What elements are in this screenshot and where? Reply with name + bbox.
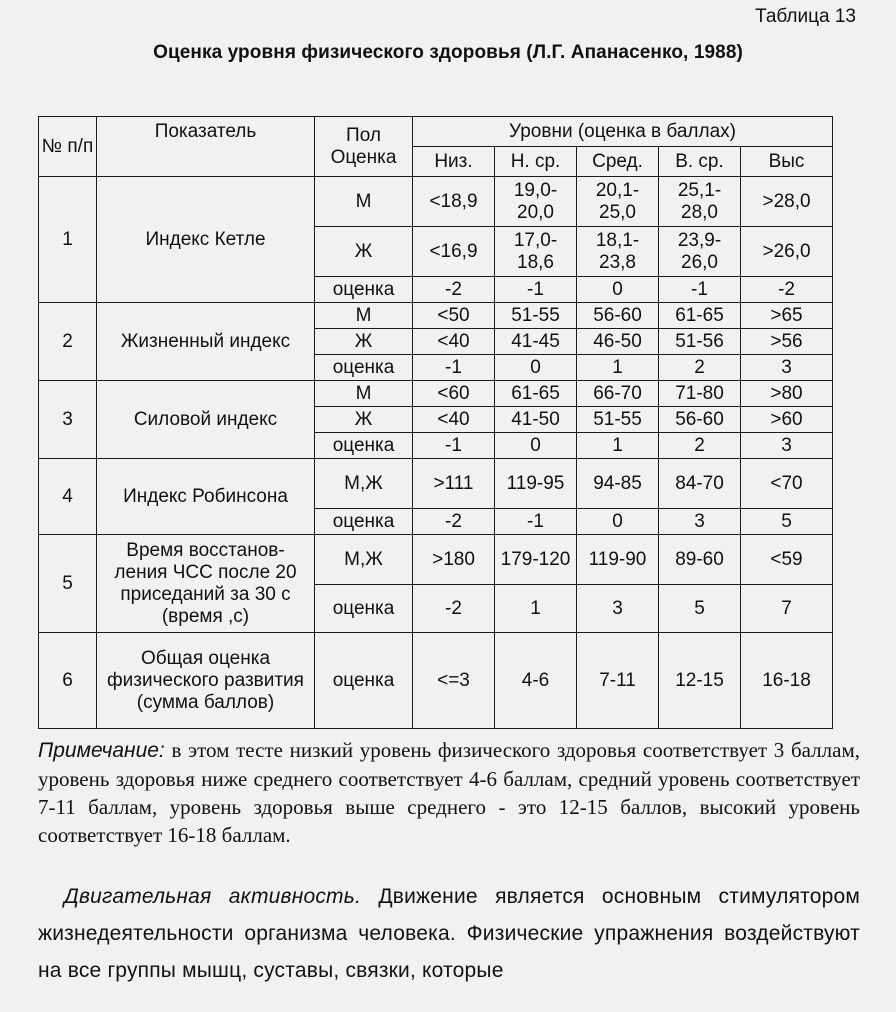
value-cell: 25,1-28,0 — [659, 177, 741, 227]
sex-cell: оценка — [315, 585, 413, 633]
value-cell: <40 — [413, 329, 495, 355]
table-label: Таблица 13 — [755, 6, 856, 27]
value-cell: 5 — [741, 509, 833, 535]
note-text: в этом тесте низкий уровень физического здоровья соответствует 3 баллам, уровень здоровья ниже среднего соответствует 4-6 баллам, средний уровень соответствует 7-11 баллам, уровень здоровья выше среднего - это 12-15 баллов, высокий уровень соответствует 16-18 баллам. — [38, 738, 861, 847]
table-row — [39, 303, 833, 329]
value-cell: 89-60 — [659, 535, 741, 585]
indicator-name: Время восстанов-ления ЧСС после 20 приседаний за 30 с (время ,с) — [97, 535, 315, 633]
row-number: 4 — [39, 459, 97, 535]
value-cell: 7-11 — [577, 633, 659, 729]
value-cell: >60 — [741, 407, 833, 433]
value-cell: 5 — [659, 585, 741, 633]
value-cell: >111 — [413, 459, 495, 509]
row-number: 6 — [39, 633, 97, 729]
indicator-name: Общая оценка физического развития (сумма баллов) — [97, 633, 315, 729]
sex-cell: М,Ж — [315, 535, 413, 585]
note-label: Примечание: — [38, 739, 165, 762]
value-cell: >28,0 — [741, 177, 833, 227]
value-cell: 3 — [659, 509, 741, 535]
value-cell: -1 — [659, 277, 741, 303]
sex-cell: Ж — [315, 407, 413, 433]
value-cell: <50 — [413, 303, 495, 329]
health-assessment-table — [38, 116, 833, 729]
value-cell: 12-15 — [659, 633, 741, 729]
sex-cell: М — [315, 303, 413, 329]
value-cell: 7 — [741, 585, 833, 633]
paragraph-label: Двигательная активность. — [64, 885, 362, 908]
level-average: Сред. — [577, 147, 659, 177]
table-row — [39, 381, 833, 407]
value-cell: 23,9-26,0 — [659, 227, 741, 277]
sex-cell: оценка — [315, 355, 413, 381]
indicator-name: Жизненный индекс — [97, 303, 315, 381]
value-cell: -1 — [495, 277, 577, 303]
value-cell: -2 — [413, 585, 495, 633]
value-cell: <16,9 — [413, 227, 495, 277]
sex-cell: Ж — [315, 329, 413, 355]
body-paragraph — [38, 878, 860, 989]
value-cell: 61-65 — [659, 303, 741, 329]
value-cell: 51-55 — [577, 407, 659, 433]
value-cell: 1 — [577, 433, 659, 459]
value-cell: -2 — [413, 509, 495, 535]
value-cell: 41-45 — [495, 329, 577, 355]
sex-cell: Ж — [315, 227, 413, 277]
value-cell: 2 — [659, 355, 741, 381]
note — [38, 736, 860, 849]
value-cell: <70 — [741, 459, 833, 509]
value-cell: 66-70 — [577, 381, 659, 407]
indicator-name: Индекс Робинсона — [97, 459, 315, 535]
value-cell: 20,1-25,0 — [577, 177, 659, 227]
value-cell: -2 — [741, 277, 833, 303]
value-cell: -1 — [413, 433, 495, 459]
value-cell: 46-50 — [577, 329, 659, 355]
indicator-name: Силовой индекс — [97, 381, 315, 459]
value-cell: -1 — [413, 355, 495, 381]
value-cell: 18,1-23,8 — [577, 227, 659, 277]
value-cell: 19,0-20,0 — [495, 177, 577, 227]
sex-cell: оценка — [315, 433, 413, 459]
value-cell: 4-6 — [495, 633, 577, 729]
value-cell: <60 — [413, 381, 495, 407]
value-cell: >26,0 — [741, 227, 833, 277]
value-cell: 94-85 — [577, 459, 659, 509]
table-row — [39, 535, 833, 585]
value-cell: 0 — [577, 277, 659, 303]
table-row — [39, 177, 833, 227]
value-cell: <40 — [413, 407, 495, 433]
value-cell: 56-60 — [659, 407, 741, 433]
indicator-name: Индекс Кетле — [97, 177, 315, 303]
level-high: Выс — [741, 147, 833, 177]
table-row — [39, 459, 833, 509]
table-body — [39, 177, 833, 729]
value-cell: >56 — [741, 329, 833, 355]
value-cell: -2 — [413, 277, 495, 303]
level-below-average: Н. ср. — [495, 147, 577, 177]
value-cell: 51-55 — [495, 303, 577, 329]
value-cell: 0 — [495, 355, 577, 381]
value-cell: 3 — [741, 355, 833, 381]
value-cell: -1 — [495, 509, 577, 535]
value-cell: 1 — [495, 585, 577, 633]
value-cell: 3 — [741, 433, 833, 459]
value-cell: 179-120 — [495, 535, 577, 585]
value-cell: 2 — [659, 433, 741, 459]
row-number: 3 — [39, 381, 97, 459]
header-indicator: Показатель — [97, 117, 315, 177]
value-cell: 41-50 — [495, 407, 577, 433]
sex-cell: М — [315, 381, 413, 407]
value-cell: <18,9 — [413, 177, 495, 227]
value-cell: 84-70 — [659, 459, 741, 509]
row-number: 1 — [39, 177, 97, 303]
value-cell: <59 — [741, 535, 833, 585]
row-number: 5 — [39, 535, 97, 633]
sex-cell: оценка — [315, 633, 413, 729]
value-cell: <=3 — [413, 633, 495, 729]
sex-cell: М — [315, 177, 413, 227]
level-low: Низ. — [413, 147, 495, 177]
value-cell: 119-90 — [577, 535, 659, 585]
value-cell: 0 — [495, 433, 577, 459]
value-cell: 1 — [577, 355, 659, 381]
value-cell: 17,0-18,6 — [495, 227, 577, 277]
level-above-average: В. ср. — [659, 147, 741, 177]
sex-cell: М,Ж — [315, 459, 413, 509]
sex-cell: оценка — [315, 509, 413, 535]
value-cell: 0 — [577, 509, 659, 535]
value-cell: >180 — [413, 535, 495, 585]
value-cell: 56-60 — [577, 303, 659, 329]
value-cell: 71-80 — [659, 381, 741, 407]
value-cell: 16-18 — [741, 633, 833, 729]
sex-cell: оценка — [315, 277, 413, 303]
row-number: 2 — [39, 303, 97, 381]
value-cell: >80 — [741, 381, 833, 407]
value-cell: 119-95 — [495, 459, 577, 509]
table-title: Оценка уровня физического здоровья (Л.Г. Апанасенко, 1988) — [153, 42, 743, 63]
table-row — [39, 633, 833, 729]
header-levels: Уровни (оценка в баллах) — [413, 117, 833, 147]
value-cell: 51-56 — [659, 329, 741, 355]
value-cell: 61-65 — [495, 381, 577, 407]
value-cell: >65 — [741, 303, 833, 329]
value-cell: 3 — [577, 585, 659, 633]
table-header — [39, 117, 833, 177]
header-sex: Пол Оценка — [315, 117, 413, 177]
header-num: № п/п — [39, 117, 97, 177]
paragraph-text: Движение является основным стимулятором жизнедеятельности организма человека. Физические упражнения воздействуют на все группы мышц, суставы, связки, которые — [38, 885, 860, 982]
